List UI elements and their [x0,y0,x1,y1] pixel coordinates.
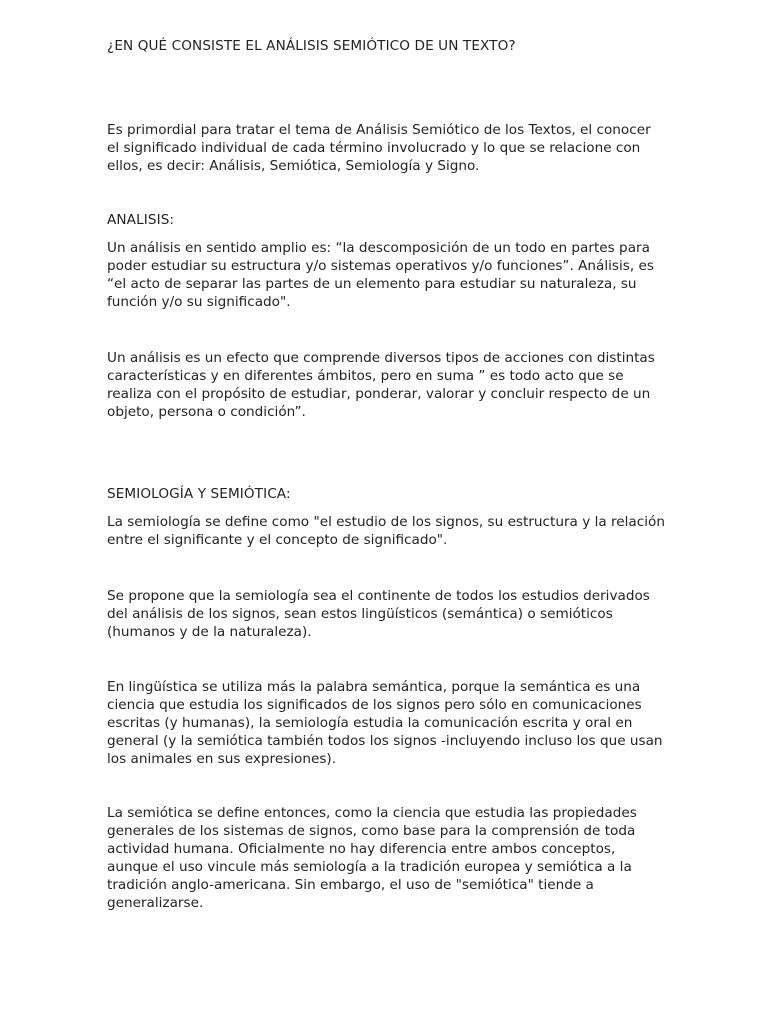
semiologia-paragraph-2: Se propone que la semiología sea el continente de todos los estudios derivados del análisis de los signos, sean estos lingüísticos (semántica) o semióticos (humanos y de la naturaleza). [107,588,655,640]
semiologia-paragraph-3: En lingüística se utiliza más la palabra semántica, porque la semántica es una ciencia que estudia los significados de los signos pero sólo en comunicaciones escritas (y humanas), la semiología estudia la comunicación escrita y oral en general (y la semiótica también todos los signos -incluyendo incluso los que usan los animales en sus expresiones). [107,679,667,767]
semiologia-paragraph-4: La semiótica se define entonces, como la ciencia que estudia las propiedades generales de los sistemas de signos, como base para la comprensión de toda actividad humana. Oficialmente no hay diferencia entre ambos conceptos, aunque el uso vincule más semiología a la tradición europea y semiótica a la tradición anglo-americana. Sin embargo, el uso de "semiótica" tiende a generalizarse. [107,805,642,911]
analisis-heading: ANALISIS: [107,212,175,228]
intro-paragraph: Es primordial para tratar el tema de Análisis Semiótico de los Textos, el conocer el significado individual de cada término involucrado y lo que se relacione con ellos, es decir: Análisis, Semiótica, Semiología y Signo. [107,122,655,174]
semiologia-paragraph-1: La semiología se define como "el estudio de los signos, su estructura y la relación entre el significante y el concepto de significado". [107,514,670,548]
document-title: ¿EN QUÉ CONSISTE EL ANÁLISIS SEMIÓTICO DE UN TEXTO? [107,38,516,54]
analisis-paragraph-1: Un análisis en sentido amplio es: “la descomposición de un todo en partes para poder estudiar su estructura y/o sistemas operativos y/o funciones”. Análisis, es “el acto de separar las partes de un elemento para estudiar su naturaleza, su función y/o su significado". [107,240,659,310]
analisis-paragraph-2: Un análisis es un efecto que comprende diversos tipos de acciones con distintas características y en diferentes ámbitos, pero en suma ” es todo acto que se realiza con el propósito de estudiar, ponderar, valorar y concluir respecto de un objeto, persona o condición”. [107,350,660,420]
semiologia-heading: SEMIOLOGÍA Y SEMIÓTICA: [107,486,291,502]
